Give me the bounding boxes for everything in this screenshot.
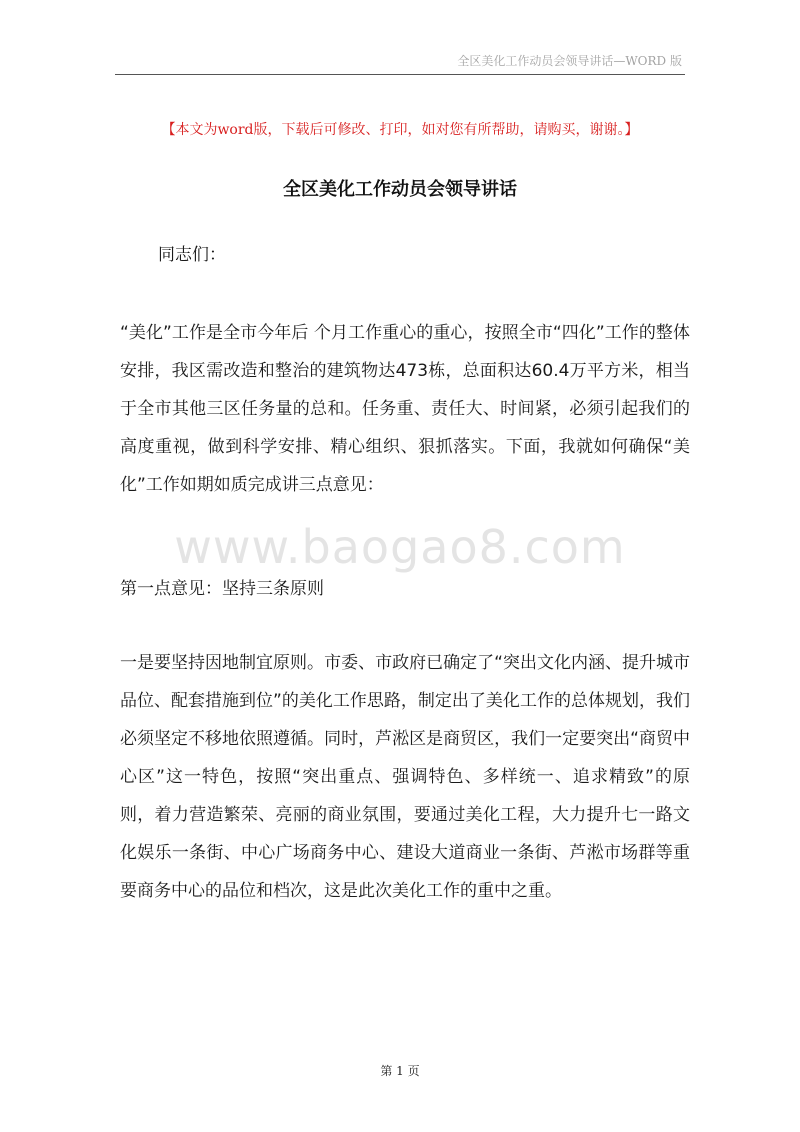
watermark: www.baogao8.com — [174, 520, 626, 574]
paragraph-principle-one: 一是要坚持因地制宜原则。市委、市政府已确定了“突出文化内涵、提升城市品位、配套措施到位”的美化工作思路，制定出了美化工作的总体规划，我们必须坚定不移地依照遵循。同时，芦淞区是商贸区，我们一定要突出“商贸中心区”这一特色，按照“突出重点、强调特色、多样统一、追求精致”的原则，着力营造繁荣、亮丽的商业氛围，要通过美化工程，大力提升七一路文化娱乐一条街、中心广场商务中心、建设大道商业一条街、芦淞市场群等重要商务中心的品位和档次，这是此次美化工作的重中之重。 — [120, 653, 690, 901]
document-title: 全区美化工作动员会领导讲话 — [283, 179, 517, 200]
purchase-notice: 【本文为word版，下载后可修改、打印，如对您有所帮助，请购买，谢谢。】 — [161, 122, 639, 138]
running-header: 全区美化工作动员会领导讲话—WORD 版 — [457, 54, 682, 68]
salutation: 同志们： — [158, 245, 226, 265]
header-divider — [115, 74, 685, 75]
page-number: 第 1 页 — [380, 1064, 420, 1078]
paragraph-intro: “美化”工作是全市今年后 个月工作重心的重心，按照全市“四化”工作的整体安排，我区需改造和整治的建筑物达473栋，总面积达60.4万平方米，相当于全市其他三区任务量的总和。任务重、责任大、时间紧，必须引起我们的高度重视，做到科学安排、精心组织、狠抓落实。下面，我就如何确保“美化”工作如期如质完成讲三点意见： — [120, 323, 690, 495]
section-heading: 第一点意见：坚持三条原则 — [120, 579, 324, 599]
